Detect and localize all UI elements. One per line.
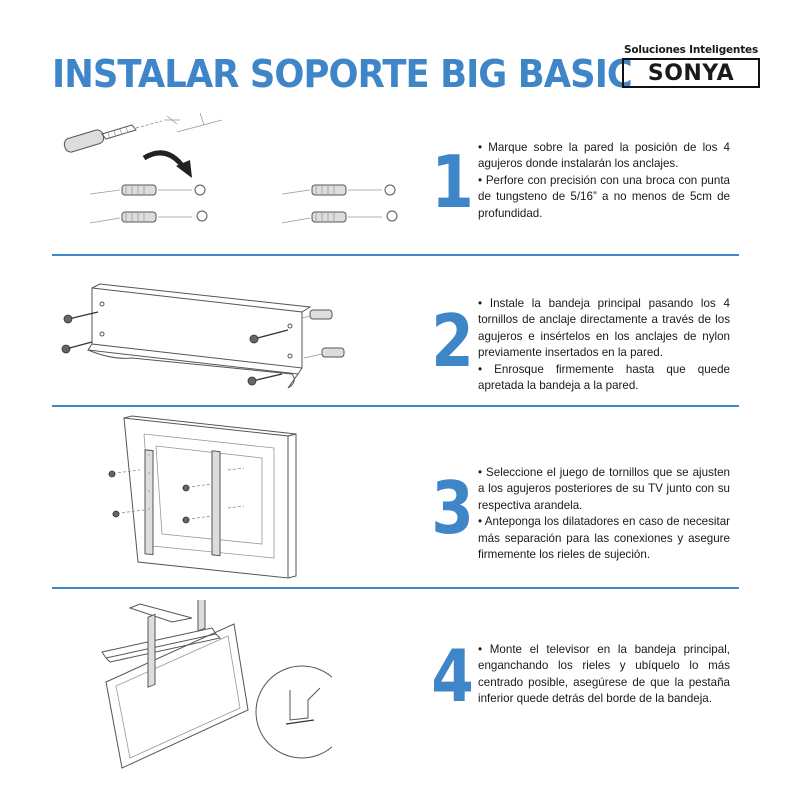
brand-name: SONYA <box>622 58 760 88</box>
step-2-text <box>478 296 730 394</box>
step-3-line-1: • Seleccione el juego de tornillos que se ajusten a los agujeros posteriores de su TV junto con su respectiva arandela. <box>478 466 730 512</box>
brand-logo <box>622 44 760 88</box>
screws-bolts <box>108 468 244 523</box>
step-1-line-2: • Perfore con precisión con una broca con punta de tungsteno de 5/16” a no menos de 5cm de profundidad. <box>478 173 730 220</box>
step-3-text <box>478 465 730 563</box>
page-title: INSTALAR SOPORTE BIG BASIC <box>52 52 632 96</box>
wall-plate <box>88 284 310 388</box>
step-1-illustration <box>52 108 412 238</box>
screws <box>62 312 288 385</box>
brand-tagline: Soluciones Inteligentes <box>623 44 758 56</box>
anchors <box>302 310 344 358</box>
step-1-text <box>478 140 730 222</box>
step-2-illustration <box>52 276 352 394</box>
step-1-line-1: • Marque sobre la pared la posición de los 4 agujeros donde instalarán los anclajes. <box>478 141 730 171</box>
step-1-number: 1 <box>431 140 474 224</box>
step-4-illustration <box>52 600 332 780</box>
wall-anchors-right <box>282 185 397 223</box>
mounting-rails <box>145 450 220 556</box>
step-2-line-2: • Enrosque firmemente hasta que quede apretada la bandeja a la pared. <box>478 362 730 393</box>
step-2-line-1: • Instale la bandeja principal pasando los 4 tornillos de anclaje directamente a través de los agujeros e insértelos en los anclajes de nylon previamente insertados en la pared. <box>478 297 730 360</box>
step-4-line-1: • Monte el televisor en la bandeja principal, enganchando los rieles y ubíquelo lo más centrado posible, asegúrese de que la pestaña inferior quede detrás del borde de la bandeja. <box>478 643 730 706</box>
drill-bit-icon <box>63 113 222 154</box>
step-4-text <box>478 642 730 708</box>
wall-anchors-left <box>90 185 207 223</box>
step-3-number: 3 <box>431 466 474 550</box>
section-divider-3 <box>52 587 739 589</box>
step-4-number: 4 <box>431 634 474 718</box>
step-3-line-2: • Anteponga los dilatadores en caso de necesitar más separación para las conexiones y asegure firmemente los rieles de sujeción. <box>478 515 730 562</box>
detail-zoom <box>256 666 332 758</box>
step-3-illustration <box>52 412 312 584</box>
step-2-number: 2 <box>431 299 474 383</box>
section-divider-1 <box>52 254 739 256</box>
section-divider-2 <box>52 405 739 407</box>
tv-front <box>106 600 248 768</box>
curved-arrow-icon <box>144 153 192 178</box>
